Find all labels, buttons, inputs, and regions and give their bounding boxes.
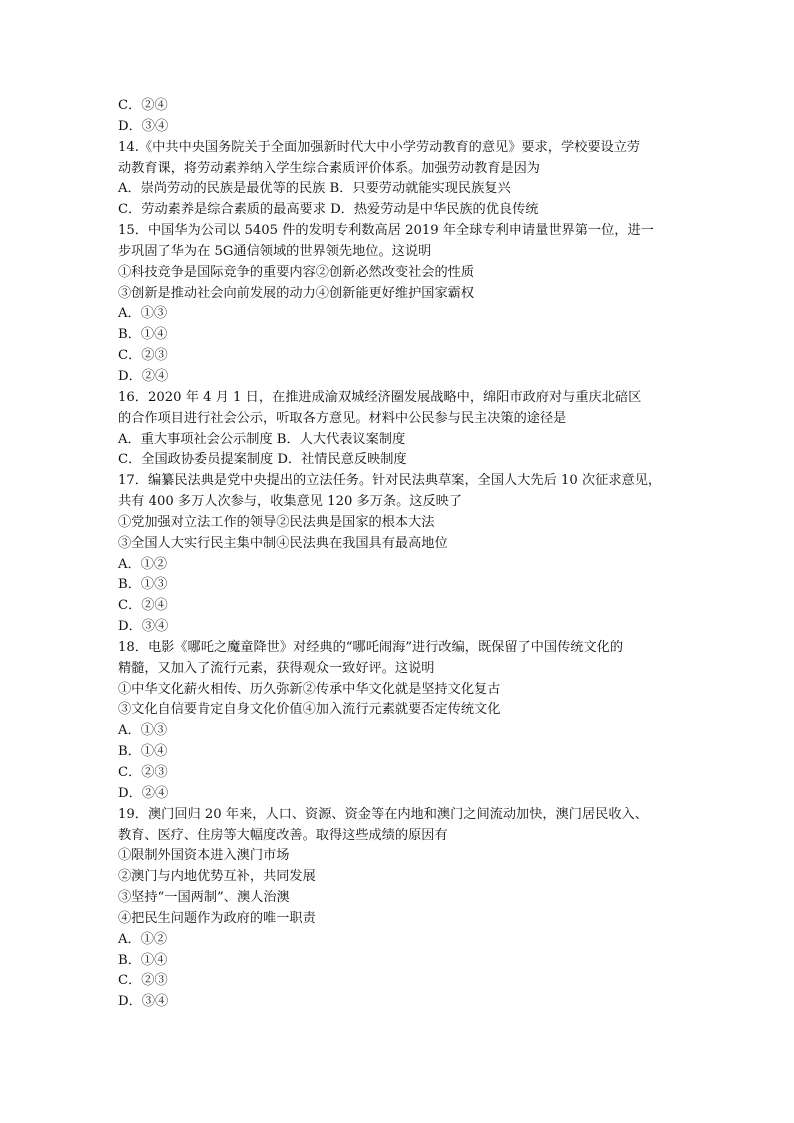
question-16-stem: 16．2020 年 4 月 1 日，在推进成渝双城经济圈发展战略中，绵阳市政府对与重庆北碚区 — [118, 389, 642, 405]
question-15-statement: ③创新是推动社会向前发展的动力④创新能更好维护国家霸权 — [118, 285, 475, 301]
option-d: D．②④ — [118, 785, 169, 801]
question-16-options: C．全国政协委员提案制度 D．社情民意反映制度 — [118, 452, 407, 468]
option-c: C．②④ — [118, 598, 168, 614]
question-17-stem: 共有 400 多万人次参与，收集意见 120 多万条。这反映了 — [118, 494, 463, 510]
question-15-statement: ①科技竞争是国际竞争的重要内容②创新必然改变社会的性质 — [118, 264, 475, 280]
option-b: B．①④ — [118, 952, 168, 968]
option-d: D．③④ — [118, 118, 169, 134]
question-19-stem: 教育、医疗、住房等大幅度改善。取得这些成绩的原因有 — [118, 827, 448, 843]
option-d: D．③④ — [118, 994, 169, 1010]
option-c: C．②④ — [118, 98, 168, 113]
document-page — [118, 96, 698, 1013]
option-b: B．①④ — [118, 744, 168, 760]
question-14-stem: 14.《中共中央国务院关于全面加强新时代大中小学劳动教育的意见》要求，学校要设立劳 — [118, 139, 641, 155]
option-a: A．①② — [118, 931, 168, 947]
question-14-options: A．崇尚劳动的民族是最优等的民族 B．只要劳动就能实现民族复兴 — [118, 181, 511, 197]
question-18-stem: 精髓，又加入了流行元素，获得观众一致好评。这说明 — [118, 660, 435, 676]
option-c: C．②③ — [118, 973, 168, 989]
question-18-statement: ①中华文化薪火相传、历久弥新②传承中华文化就是坚持文化复古 — [118, 681, 501, 697]
question-18-statement: ③文化自信要肯定自身文化价值④加入流行元素就要否定传统文化 — [118, 702, 501, 718]
question-15-stem: 步巩固了华为在 5G通信领域的世界领先地位。这说明 — [118, 243, 432, 259]
question-19-statement: ①限制外国资本进入澳门市场 — [118, 848, 290, 864]
question-17-stem: 17．编纂民法典是党中央提出的立法任务。针对民法典草案，全国人大先后 10 次征求意见， — [118, 473, 662, 489]
option-d: D．②④ — [118, 368, 169, 384]
option-b: B．①③ — [118, 577, 168, 593]
option-a: A．①② — [118, 556, 168, 572]
question-19-statement: ②澳门与内地优势互补，共同发展 — [118, 869, 316, 885]
question-17-statement: ①党加强对立法工作的领导②民法典是国家的根本大法 — [118, 514, 435, 530]
option-c: C．②③ — [118, 348, 168, 364]
question-18-stem: 18．电影《哪吒之魔童降世》对经典的“哪吒闹海”进行改编，既保留了中国传统文化的 — [118, 639, 624, 655]
question-19-statement: ④把民生问题作为政府的唯一职责 — [118, 910, 316, 926]
option-a: A．①③ — [118, 723, 168, 739]
question-14-options: C．劳动素养是综合素质的最高要求 D．热爱劳动是中华民族的优良传统 — [118, 202, 539, 218]
question-14-stem: 动教育课，将劳动素养纳入学生综合素质评价体系。加强劳动教育是因为 — [118, 160, 540, 176]
option-c: C．②③ — [118, 765, 168, 780]
question-16-stem: 的合作项目进行社会公示，听取各方意见。材料中公民参与民主决策的途径是 — [118, 410, 567, 426]
question-19-statement: ③坚持“一国两制”、澳人治澳 — [118, 890, 290, 906]
option-d: D．③④ — [118, 619, 169, 635]
option-a: A．①③ — [118, 306, 168, 322]
question-16-options: A．重大事项社会公示制度 B．人大代表议案制度 — [118, 431, 406, 447]
question-15-stem: 15．中国华为公司以 5405 件的发明专利数高居 2019 年全球专利申请量世界第一位，进一 — [118, 223, 654, 239]
question-17-statement: ③全国人大实行民主集中制④民法典在我国具有最高地位 — [118, 535, 448, 551]
question-19-stem: 19．澳门回归 20 年来，人口、资源、资金等在内地和澳门之间流动加快，澳门居民收入、 — [118, 806, 648, 822]
option-b: B．①④ — [118, 327, 168, 343]
